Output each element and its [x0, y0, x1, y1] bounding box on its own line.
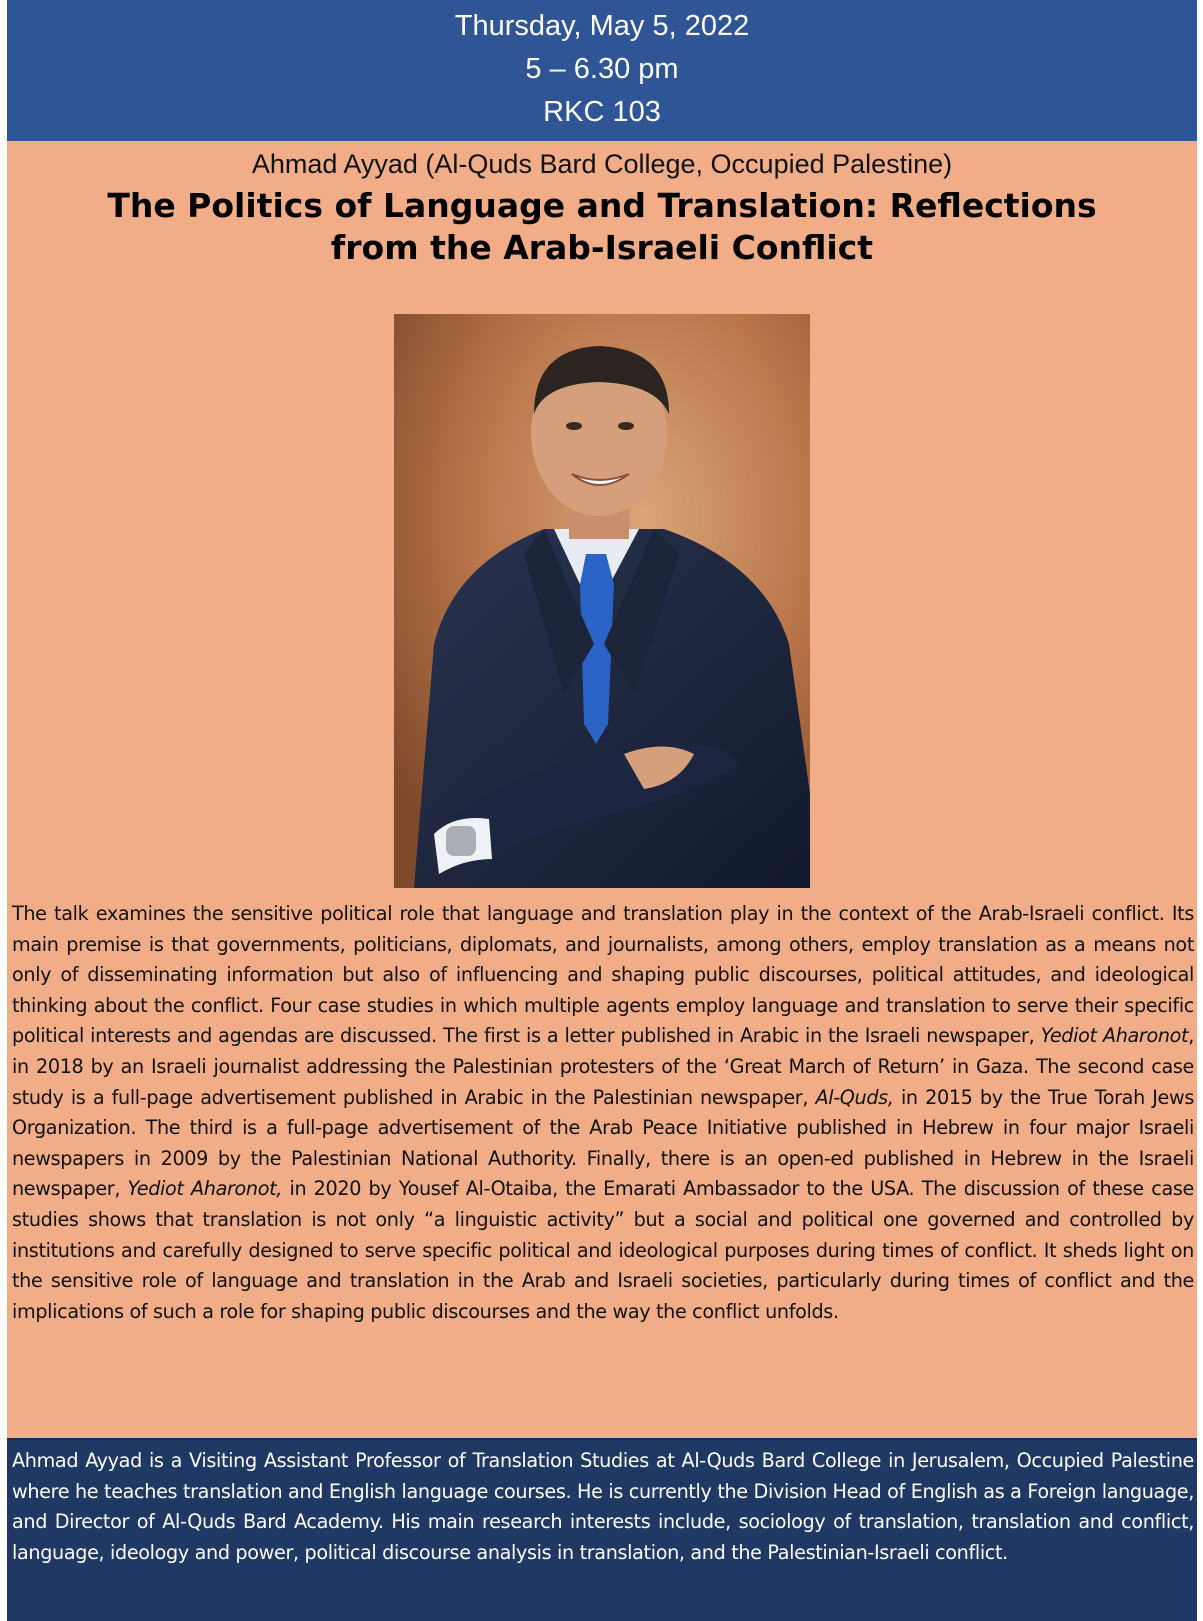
newspaper-name: Yediot Aharonot,: [127, 1177, 283, 1201]
event-header: [7, 0, 1197, 141]
event-time: 5 – 6.30 pm: [525, 53, 679, 85]
speaker-portrait: [394, 314, 810, 888]
event-date: Thursday, May 5, 2022: [454, 10, 750, 42]
speaker-bio: Ahmad Ayyad is a Visiting Assistant Professor of Translation Studies at Al-Quds Bard College in Jerusalem, Occupied Palestine where he teaches translation and English language courses. He is currently the Division Head of English as a Foreign language, and Director of Al-Quds Bard Academy. His main research interests include, sociology of translation, translation and conflict, language, ideology and power, political discourse analysis in translation, and the Palestinian-Israeli conflict.: [12, 1449, 1194, 1564]
newspaper-name: Yediot Aharonot: [1040, 1024, 1189, 1048]
talk-title: [27, 185, 1177, 269]
main-panel: [7, 141, 1197, 1438]
event-flyer: [7, 0, 1197, 1621]
speaker-affiliation: Ahmad Ayyad (Al-Quds Bard College, Occupied Palestine): [251, 149, 953, 179]
talk-title-line-2: from the Arab-Israeli Conflict: [330, 228, 874, 267]
speaker-bio-panel: [7, 1440, 1197, 1621]
newspaper-name: Al-Quds,: [815, 1085, 894, 1109]
talk-title-line-1: The Politics of Language and Translation: Reflections: [107, 186, 1097, 225]
speaker-portrait-image: [394, 314, 810, 888]
event-room: RKC 103: [543, 96, 661, 128]
talk-abstract: The talk examines the sensitive political role that language and translation play in the context of the Arab-Israeli conflict. Its main premise is that governments, politicians, diplomats, and journalists, among others, employ translation as a means not only of disseminating information but also of influencing and shaping public discourses, political attitudes, and ideological thinking about the conflict. Four case studies in which multiple agents employ language and translation to serve their specific political interests and agendas are discussed. The first is a letter published in Arabic in the Israeli newspaper, Yediot Aharonot, in 2018 by an Israeli journalist addressing the Palestinian protesters of the ‘Great March of Return’ in Gaza. The second case study is a full-page advertisement published in Arabic in the Palestinian newspaper, Al-Quds, in 2015 by the True Torah Jews Organization. The third is a full-page advertisement of the Arab Peace Initiative published in Hebrew in four major Israeli newspapers in 2009 by the Palestinian National Authority. Finally, there is an open-ed published in Hebrew in the Israeli newspaper, Yediot Aharonot, in 2020 by Yousef Al-Otaiba, the Emarati Ambassador to the USA. The discussion of these case studies shows that translation is not only “a linguistic activity” but a social and political one governed and controlled by institutions and carefully designed to serve specific political and ideological purposes during times of conflict. It sheds light on the sensitive role of language and translation in the Arab and Israeli societies, particularly during times of conflict and the implications of such a role for shaping public discourses and the way the conflict unfolds.: [12, 902, 1194, 1323]
